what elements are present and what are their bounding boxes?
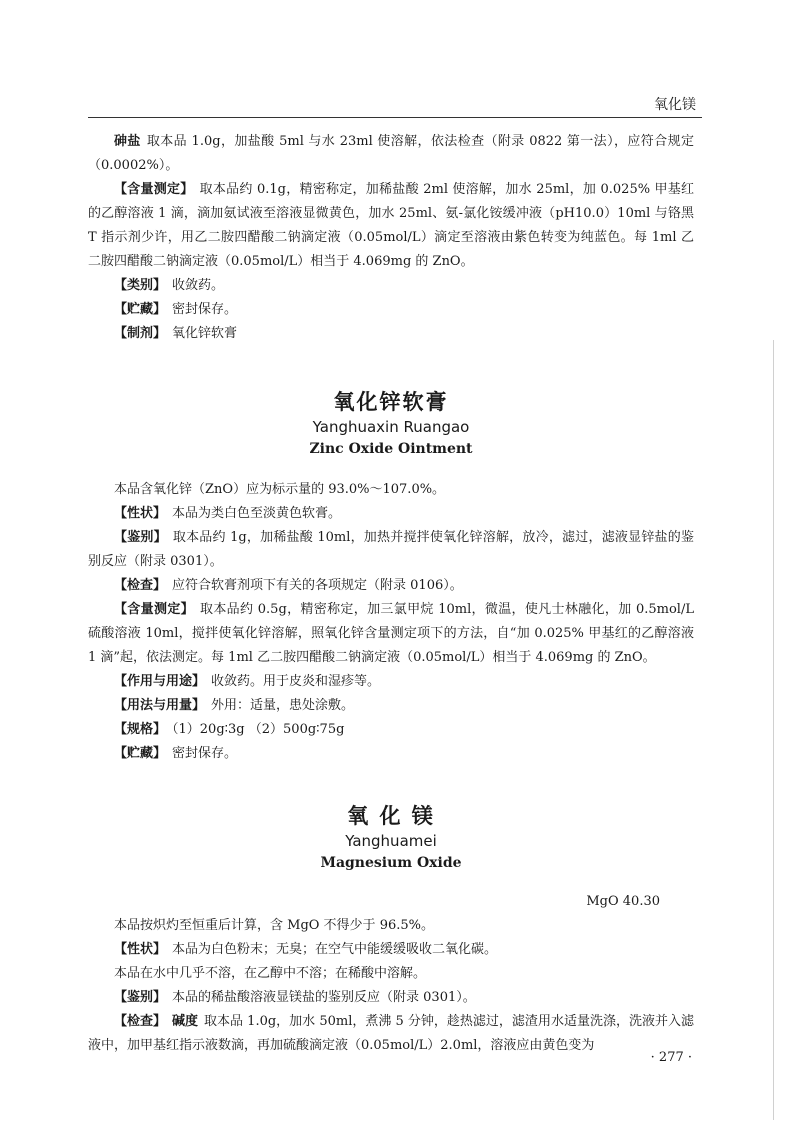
ointment-dose-paragraph <box>88 694 694 718</box>
mgo-title-zh: 氧 化 镁 <box>347 804 435 828</box>
mgo-solubility: 本品在水中几乎不溶，在乙醇中不溶；在稀酸中溶解。 <box>114 966 427 981</box>
page-content <box>88 130 694 1058</box>
zno-assay-text: 取本品约 0.1g，精密称定，加稀盐酸 2ml 使溶解，加水 25ml，加 0.025% 甲基红的乙醇溶液 1 滴，滴加氨试液至溶液显微黄色，加水 25ml、氨-氯化铵缓冲液（pH10.0）10ml 与铬黑 T 指示剂少许，用乙二胺四醋酸二钠滴定液（0.05mol/L）滴定至溶液由紫色转变为纯蓝色。每 1ml 乙二胺四醋酸二钠滴定液（0.05mol/L）相当于 4.069mg 的 ZnO。 <box>88 182 694 269</box>
zno-storage-label: 【贮藏】 <box>114 302 167 317</box>
ointment-spec-label: 【规格】 <box>114 722 167 737</box>
zno-prep-paragraph <box>88 322 694 346</box>
ointment-use-label: 【作用与用途】 <box>114 674 206 689</box>
zno-assay-paragraph <box>88 178 694 274</box>
ointment-title-en: Zinc Oxide Ointment <box>309 441 473 457</box>
ointment-intro: 本品含氧化锌（ZnO）应为标示量的 93.0%～107.0%。 <box>114 482 446 497</box>
mgo-char-paragraph <box>88 938 694 962</box>
mgo-ident-paragraph <box>88 986 694 1010</box>
ointment-check-paragraph <box>88 574 694 598</box>
mgo-char-label: 【性状】 <box>114 942 167 957</box>
ointment-spec-text: （1）20g∶3g （2）500g∶75g <box>172 722 345 737</box>
mgo-ident-text: 本品的稀盐酸溶液显镁盐的鉴别反应（附录 0301）。 <box>172 990 476 1005</box>
ointment-title-pinyin: Yanghuaxin Ruangao <box>312 418 470 436</box>
running-header-title: 氧化镁 <box>654 97 696 113</box>
ointment-ident-paragraph <box>88 526 694 574</box>
mgo-check-label: 【检查】 <box>114 1014 167 1029</box>
arsenic-paragraph <box>88 130 694 178</box>
ointment-check-label: 【检查】 <box>114 578 167 593</box>
zno-category-text: 收敛药。 <box>172 278 225 293</box>
ointment-ident-label: 【鉴别】 <box>114 530 167 545</box>
mgo-check-paragraph <box>88 1010 694 1058</box>
ointment-use-paragraph <box>88 670 694 694</box>
ointment-spec-paragraph <box>88 718 694 742</box>
ointment-storage-paragraph <box>88 742 694 766</box>
mgo-title-en: Magnesium Oxide <box>320 855 462 871</box>
mgo-check-text: 取本品 1.0g，加水 50ml，煮沸 5 分钟，趁热滤过，滤渣用水适量洗涤，洗液并入滤液中，加甲基红指示液数滴，再加硫酸滴定液（0.05mol/L）2.0ml，溶液应由黄色变为 <box>88 1014 694 1053</box>
zno-storage-text: 密封保存。 <box>172 302 238 317</box>
ointment-title-zh: 氧化锌软膏 <box>333 390 449 414</box>
ointment-dose-label: 【用法与用量】 <box>114 698 206 713</box>
mgo-alkalinity-label: 碱度 <box>172 1014 199 1029</box>
ointment-assay-text: 取本品约 0.5g，精密称定，加三氯甲烷 10ml，微温，使凡士林融化，加 0.5mol/L 硫酸溶液 10ml，搅拌使氧化锌溶解，照氧化锌含量测定项下的方法，自“加 0.025% 甲基红的乙醇溶液 1 滴”起，依法测定。每 1ml 乙二胺四醋酸二钠滴定液（0.05mol/L）相当于 4.069mg 的 ZnO。 <box>88 602 694 665</box>
page-edge-line <box>773 340 774 1120</box>
mgo-formula: MgO 40.30 <box>586 894 660 909</box>
ointment-char-label: 【性状】 <box>114 506 167 521</box>
mgo-char-text: 本品为白色粉末；无臭；在空气中能缓缓吸收二氧化碳。 <box>172 942 498 957</box>
mgo-intro: 本品按炽灼至恒重后计算，含 MgO 不得少于 96.5%。 <box>114 918 434 933</box>
ointment-assay-paragraph <box>88 598 694 670</box>
mgo-ident-label: 【鉴别】 <box>114 990 167 1005</box>
zno-category-paragraph <box>88 274 694 298</box>
mgo-title-pinyin: Yanghuamei <box>345 832 437 850</box>
ointment-check-text: 应符合软膏剂项下有关的各项规定（附录 0106）。 <box>172 578 463 593</box>
zno-prep-label: 【制剂】 <box>114 326 167 341</box>
ointment-use-text: 收敛药。用于皮炎和湿疹等。 <box>211 674 381 689</box>
page-number: · 277 · <box>650 1050 692 1065</box>
arsenic-label: 砷盐 <box>114 134 141 149</box>
zno-category-label: 【类别】 <box>114 278 167 293</box>
ointment-storage-text: 密封保存。 <box>172 746 238 761</box>
ointment-assay-label: 【含量测定】 <box>114 602 194 617</box>
ointment-char-text: 本品为类白色至淡黄色软膏。 <box>172 506 342 521</box>
ointment-storage-label: 【贮藏】 <box>114 746 167 761</box>
arsenic-text: 取本品 1.0g，加盐酸 5ml 与水 23ml 使溶解，依法检查（附录 0822 第一法），应符合规定（0.0002%）。 <box>88 134 694 173</box>
ointment-dose-text: 外用：适量，患处涂敷。 <box>211 698 355 713</box>
zno-assay-label: 【含量测定】 <box>114 182 194 197</box>
ointment-char-paragraph <box>88 502 694 526</box>
ointment-ident-text: 取本品约 1g，加稀盐酸 10ml，加热并搅拌使氧化锌溶解，放冷，滤过，滤液显锌盐的鉴别反应（附录 0301）。 <box>88 530 694 569</box>
header-rule <box>88 117 702 118</box>
zno-prep-text: 氧化锌软膏 <box>172 326 238 341</box>
zno-storage-paragraph <box>88 298 694 322</box>
